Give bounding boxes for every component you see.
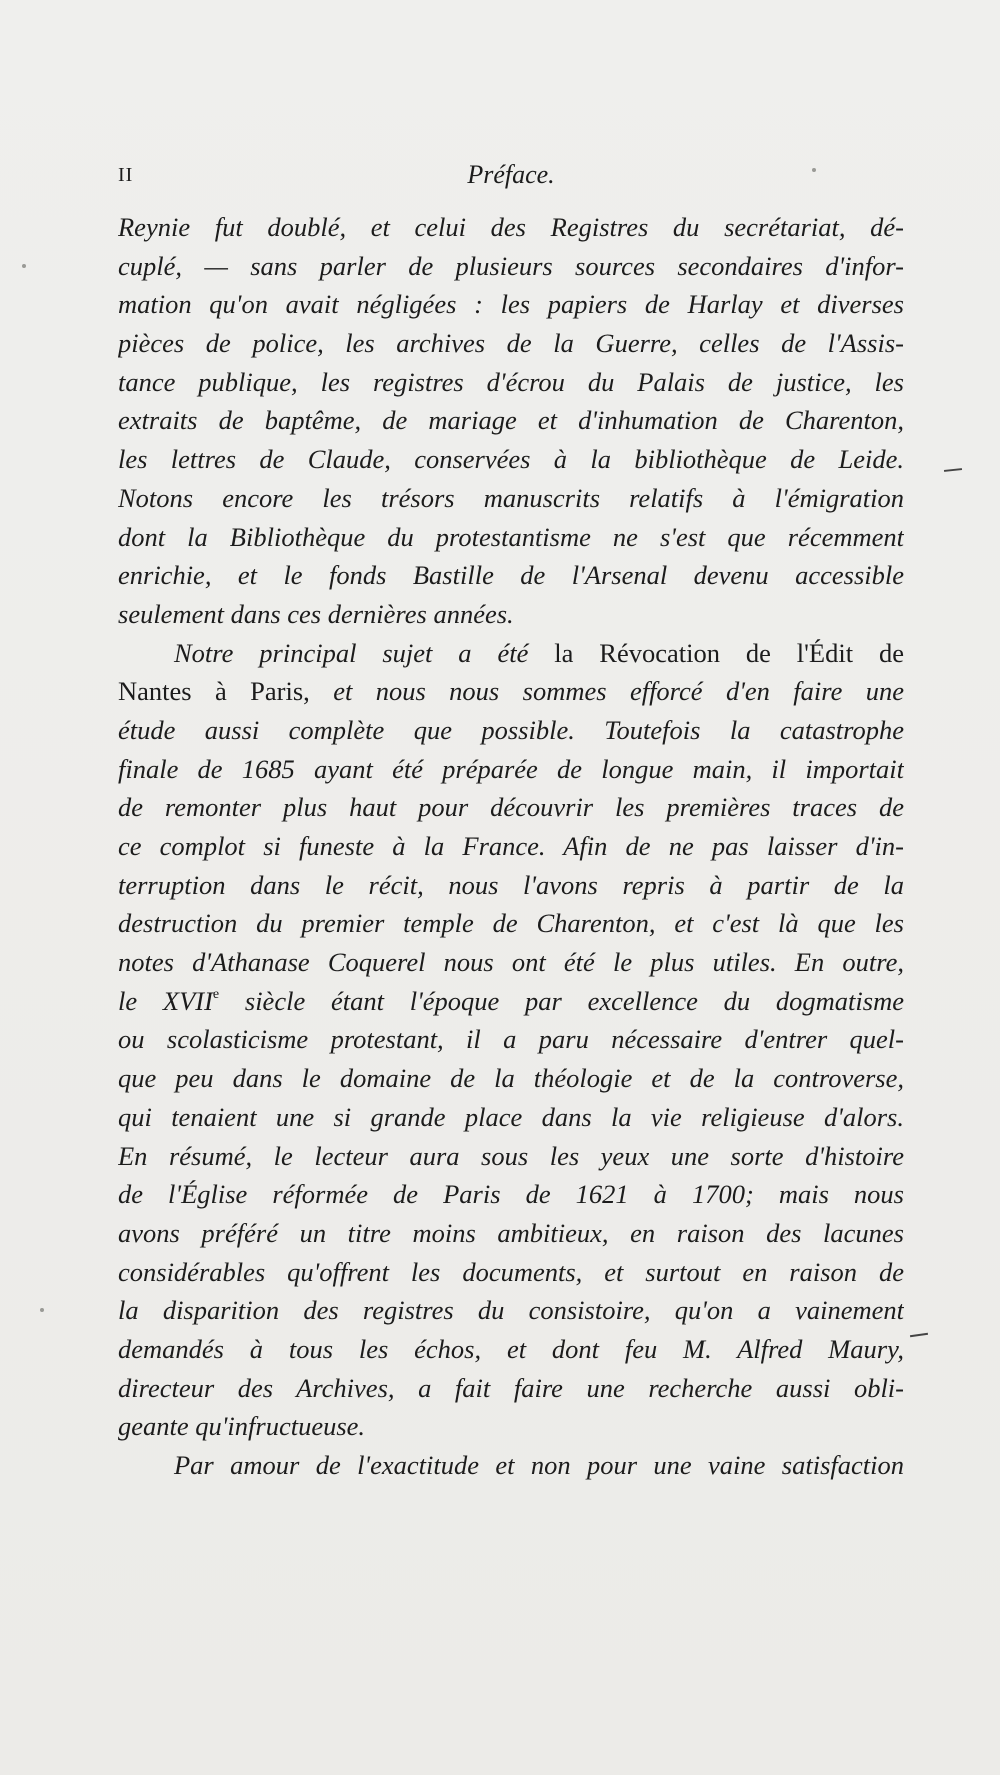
text-line [118,982,904,1021]
text-line [118,827,904,866]
text-segment: que peu dans le domaine de la théologie et de la controverse, [118,1063,904,1094]
text-segment: de l'Église réformée de Paris de 1621 à 1700; mais nous [118,1179,904,1210]
page-header [118,160,904,200]
text-line [118,904,904,943]
text-line [118,1446,904,1485]
text-segment: destruction du premier temple de Charenton, et c'est là que les [118,908,904,939]
text-line [118,672,904,711]
text-line [118,440,904,479]
text-line [118,634,904,673]
text-segment: finale de 1685 ayant été préparée de longue main, il importait [118,753,904,784]
text-line [118,1407,904,1446]
text-segment: de remonter plus haut pour découvrir les premières traces de [118,792,904,823]
preface-text [118,208,904,1485]
text-segment: terruption dans le récit, nous l'avons repris à partir de la [118,869,904,900]
text-segment: qui tenaient une si grande place dans la vie religieuse d'alors. [118,1101,904,1132]
text-segment: demandés à tous les échos, et dont feu M. Alfred Maury, [118,1333,904,1364]
running-title: Préface. [467,160,555,189]
text-segment: ce complot si funeste à la France. Afin de ne pas laisser d'in- [118,831,904,861]
text-segment: En résumé, le lecteur aura sous les yeux une sorte d'histoire [118,1140,904,1171]
text-segment: pièces de police, les archives de la Guerre, celles de l'Assis- [118,328,904,359]
text-segment: considérables qu'offrent les documents, et surtout en raison de [118,1256,904,1287]
text-line [118,788,904,827]
text-segment: siècle étant l'époque par excellence du dogmatisme [219,985,904,1016]
text-line [118,1175,904,1214]
text-segment: Par amour de l'exactitude et non pour une vaine satisfaction [174,1450,904,1480]
text-line [118,1330,904,1369]
margin-mark [944,468,962,472]
text-segment: cuplé, — sans parler de plusieurs sources secondaires d'infor- [118,250,904,281]
text-segment: Notre principal sujet a été [174,637,555,668]
text-line [118,1137,904,1176]
text-segment: Nantes à Paris, [118,676,334,707]
text-line [118,479,904,518]
text-segment: ou scolasticisme protestant, il a paru nécessaire d'entrer quel- [118,1024,904,1055]
text-line [118,1214,904,1253]
text-line [118,556,904,595]
paper-speck [812,168,816,172]
text-line [118,1291,904,1330]
text-line [118,1020,904,1059]
text-segment: mation qu'on avait négligées : les papiers de Harlay et diverses [118,289,904,320]
text-segment: Reynie fut doublé, et celui des Registres du secrétariat, dé- [118,212,904,242]
text-line [118,750,904,789]
text-segment: avons préféré un titre moins ambitieux, en raison des lacunes [118,1217,904,1248]
text-line [118,285,904,324]
text-line [118,1369,904,1408]
paper-speck [40,1308,44,1312]
text-line [118,711,904,750]
text-segment: étude aussi complète que possible. Toutefois la catastrophe [118,714,904,745]
text-line [118,943,904,982]
text-line [118,1253,904,1292]
text-line [118,324,904,363]
text-segment: la Révocation de l'Édit de [554,637,904,668]
text-line [118,1098,904,1137]
text-line [118,1059,904,1098]
superscript: e [212,986,220,1002]
text-segment: seulement dans ces dernières années. [118,598,514,629]
text-line [118,595,904,634]
text-segment: le XVII [118,985,213,1016]
text-line [118,208,904,247]
text-line [118,401,904,440]
text-segment: la disparition des registres du consistoire, qu'on a vainement [118,1295,904,1326]
margin-mark [910,1333,928,1337]
text-segment: notes d'Athanase Coquerel nous ont été le plus utiles. En outre, [118,947,904,978]
text-segment: geante qu'infructueuse. [118,1411,366,1442]
page-number: II [118,164,134,186]
text-line [118,247,904,286]
text-segment: tance publique, les registres d'écrou du Palais de justice, les [118,366,904,397]
text-line [118,866,904,905]
text-segment: extraits de baptême, de mariage et d'inhumation de Charenton, [118,405,904,436]
text-segment: directeur des Archives, a fait faire une recherche aussi obli- [118,1372,904,1403]
text-segment: et nous nous sommes efforcé d'en faire une [333,676,904,707]
text-segment: dont la Bibliothèque du protestantisme ne s'est que récemment [118,521,904,552]
paper-speck [22,264,26,268]
text-line [118,518,904,557]
text-segment: les lettres de Claude, conservées à la bibliothèque de Leide. [118,444,904,475]
text-segment: enrichie, et le fonds Bastille de l'Arsenal devenu accessible [118,560,904,591]
text-segment: Notons encore les trésors manuscrits relatifs à l'émigration [118,482,904,513]
text-line [118,363,904,402]
